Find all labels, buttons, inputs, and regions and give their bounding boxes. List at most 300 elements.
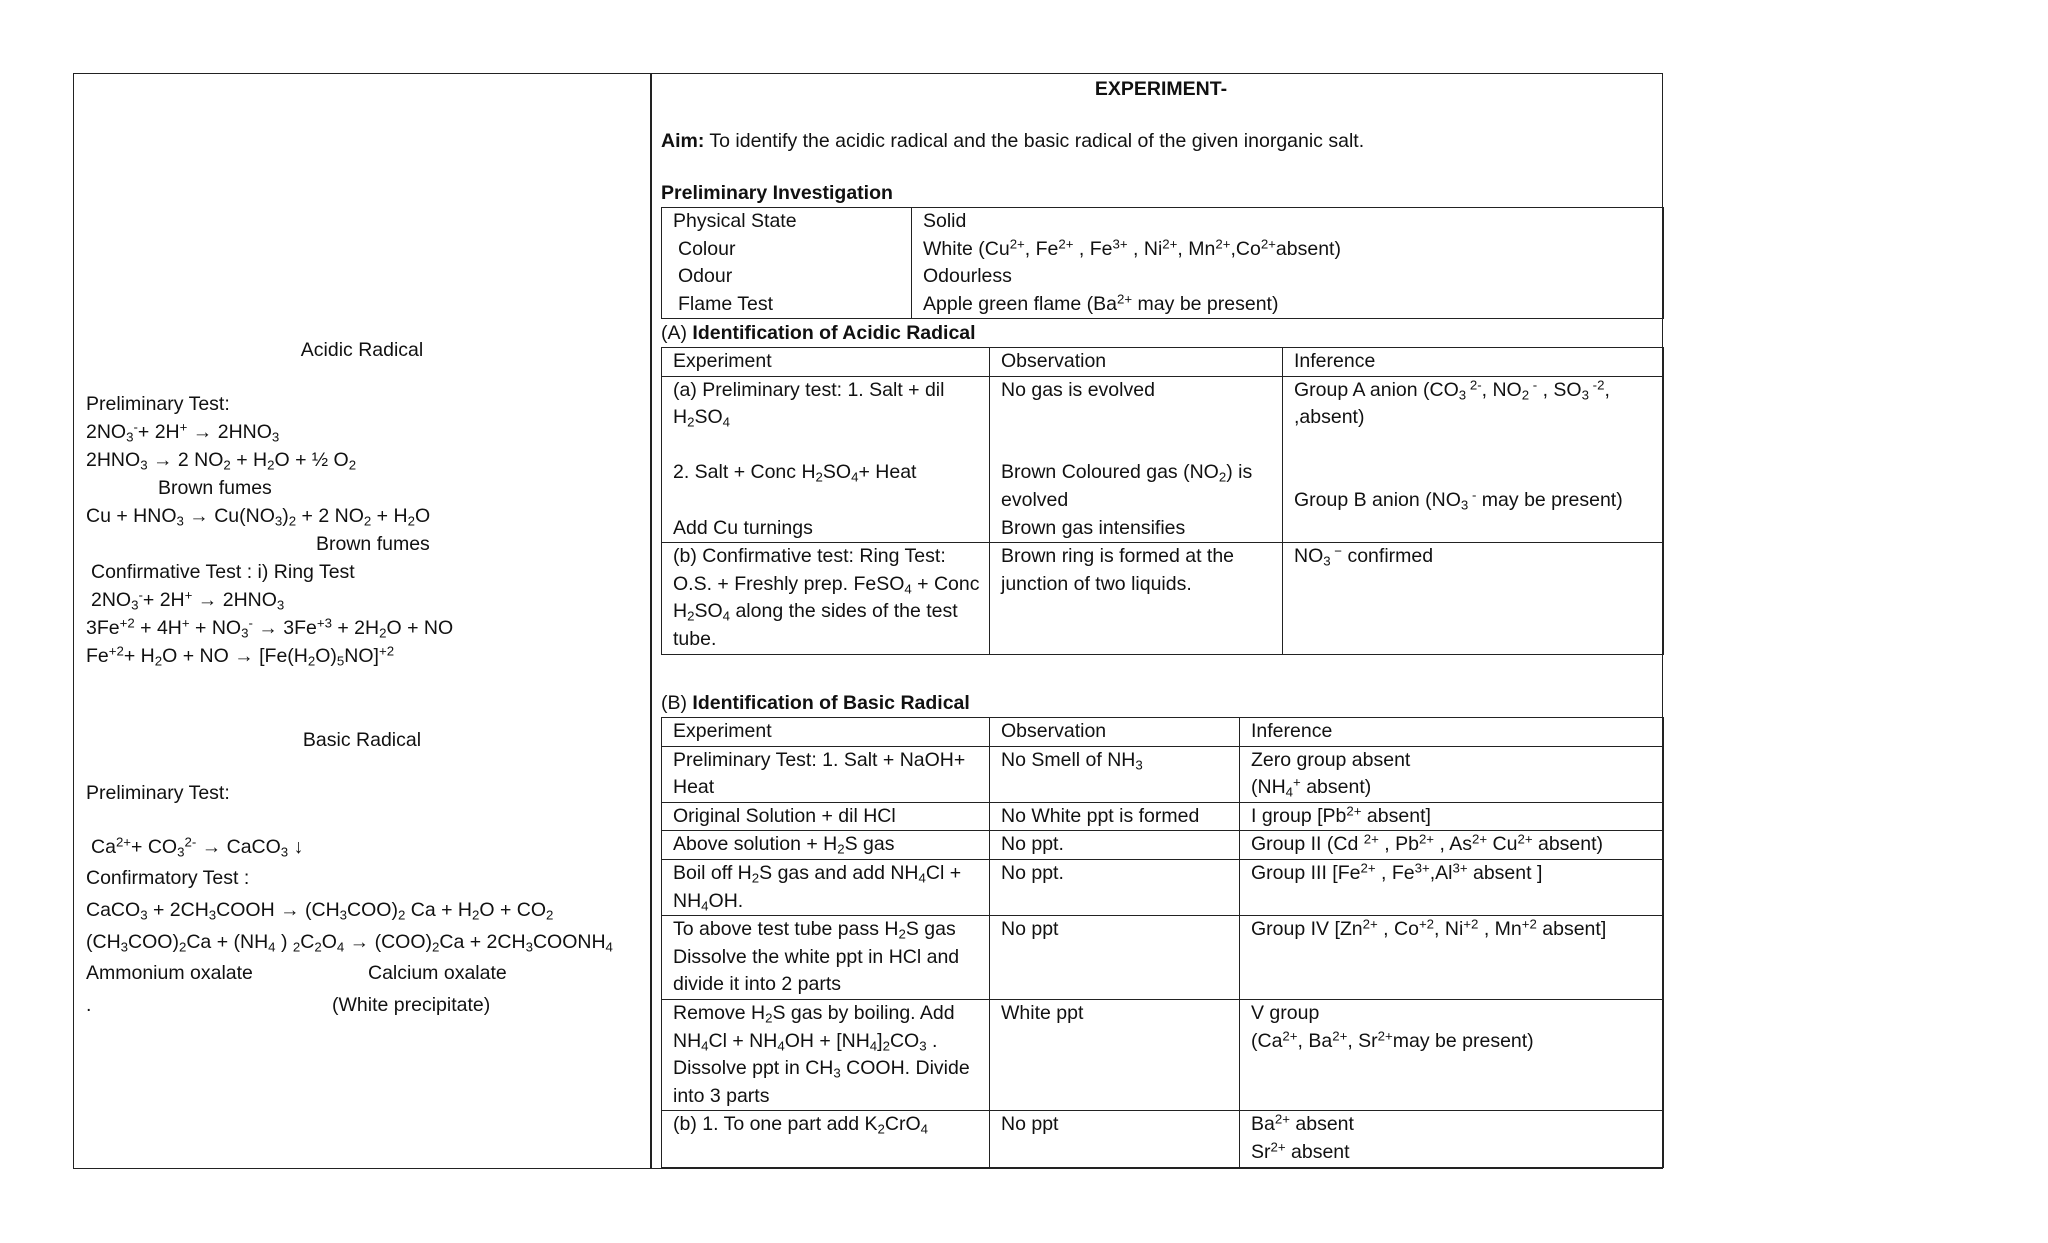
sub: 4 bbox=[777, 1037, 785, 1053]
text-part: , Ba bbox=[1297, 1029, 1333, 1052]
sub: 3 bbox=[833, 1065, 841, 1081]
sup: 2+ bbox=[1362, 916, 1378, 932]
sub: 2 bbox=[1521, 386, 1530, 402]
sup: 2+ bbox=[1346, 803, 1362, 819]
text-part: CrO bbox=[884, 1113, 921, 1136]
sub: 3 bbox=[1581, 386, 1589, 402]
sub: 4 bbox=[920, 1121, 929, 1137]
sub: 2 bbox=[837, 841, 845, 857]
spacer bbox=[1294, 459, 1663, 487]
text-part: confirmed bbox=[1342, 545, 1434, 568]
eq-part: (CH bbox=[86, 931, 121, 953]
cell-text bbox=[1251, 1139, 1663, 1167]
text-part: S gas bbox=[844, 833, 895, 856]
eq-sub: 2 bbox=[288, 513, 297, 529]
text-part: NO bbox=[1294, 545, 1324, 568]
flame-test-key: Flame Test bbox=[678, 292, 774, 315]
eq-part: O + ½ O bbox=[274, 449, 349, 471]
eq-sup: +2 bbox=[378, 643, 395, 659]
sub: 3 bbox=[1460, 497, 1469, 513]
cell-text bbox=[673, 1000, 989, 1028]
text-part: , Mn bbox=[1478, 918, 1522, 941]
confirmatory-test-label: Confirmatory Test : bbox=[86, 867, 250, 889]
sup: + bbox=[1293, 774, 1301, 790]
eq-sup: + bbox=[179, 419, 188, 435]
eq-part: O + NO bbox=[386, 617, 454, 639]
text-part: OH + [NH bbox=[784, 1029, 870, 1052]
table-cell bbox=[1283, 543, 1664, 654]
basic-radical-heading: Basic Radical bbox=[302, 729, 422, 751]
sub: 4 bbox=[918, 870, 926, 886]
physical-state-value: Solid bbox=[923, 210, 967, 232]
cell-text: Add Cu turnings bbox=[673, 516, 813, 539]
text-part: Cl + bbox=[925, 861, 962, 884]
table-header-row bbox=[662, 718, 1664, 747]
sub: 2 bbox=[687, 608, 695, 624]
sub: 3 bbox=[1458, 386, 1467, 402]
sub: 2 bbox=[882, 1037, 890, 1053]
eq-sub: 3 bbox=[525, 939, 533, 955]
sub: 4 bbox=[701, 897, 709, 913]
cell-text: No White ppt is formed bbox=[1001, 804, 1200, 827]
sub: 3 bbox=[1323, 553, 1331, 569]
eq-sub: 2 bbox=[154, 653, 163, 669]
cell-text: (b) Confirmative test: Ring Test: bbox=[673, 545, 946, 568]
sup: 2+ bbox=[1517, 831, 1533, 847]
eq-part: Ca + 2CH bbox=[439, 931, 526, 953]
sup: 3+ bbox=[1112, 235, 1128, 251]
cell-text: Preliminary Test: 1. Salt + NaOH+ bbox=[673, 748, 966, 771]
eq-sub: 3 bbox=[140, 457, 148, 473]
text-part: , Mn bbox=[1177, 237, 1216, 260]
confirmative-ring-test-label: Confirmative Test : i) Ring Test bbox=[91, 561, 355, 583]
sup: - bbox=[1529, 376, 1538, 392]
eq-part: + CO bbox=[131, 836, 178, 858]
equation-1 bbox=[86, 419, 279, 447]
text-part: + Conc bbox=[911, 572, 980, 595]
text-part: Group II (Cd bbox=[1251, 833, 1364, 856]
eq-part: → 2 NO bbox=[147, 449, 224, 471]
dot-mark: . bbox=[86, 994, 92, 1016]
cell-text bbox=[673, 404, 989, 432]
eq-part: 2NO bbox=[86, 421, 127, 443]
table-cell bbox=[990, 999, 1240, 1110]
column-header-observation: Observation bbox=[990, 348, 1283, 377]
text-part: ] bbox=[877, 1029, 883, 1052]
text-part: Above solution + H bbox=[673, 833, 838, 856]
cell-text bbox=[673, 1111, 989, 1139]
cell-text: ,absent) bbox=[1294, 406, 1365, 429]
sup: 2+ bbox=[1282, 1027, 1298, 1043]
eq-sub: 2 bbox=[432, 939, 440, 955]
flame-test-value bbox=[923, 291, 1663, 319]
eq-sub: 3 bbox=[241, 625, 249, 641]
eq-sub: 2 bbox=[363, 513, 372, 529]
eq-sup: +3 bbox=[316, 615, 332, 631]
eq-part: Ca + (NH bbox=[186, 931, 269, 953]
eq-sub: 2 bbox=[267, 457, 275, 473]
text-part: SO bbox=[694, 406, 723, 429]
text-part: O.S. + Freshly prep. FeSO bbox=[673, 572, 905, 595]
sub: 4 bbox=[1285, 784, 1294, 800]
text-part: NH bbox=[673, 889, 702, 912]
text-part: ,Co bbox=[1230, 237, 1261, 260]
text-part: may be present) bbox=[1132, 292, 1279, 315]
eq-sub: 3 bbox=[339, 907, 348, 923]
eq-sub: 3 bbox=[271, 429, 280, 445]
eq-part: ↓ bbox=[288, 836, 304, 858]
text-part: (b) 1. To one part add K bbox=[673, 1113, 878, 1136]
basic-identification-heading bbox=[661, 690, 970, 718]
equation-2 bbox=[86, 447, 356, 475]
column-header-observation: Observation bbox=[990, 718, 1240, 747]
cell-text bbox=[1251, 803, 1663, 831]
text-part: absent] bbox=[1361, 804, 1431, 827]
spacer bbox=[673, 432, 989, 460]
text-part: NH bbox=[673, 1029, 702, 1052]
cell-text: Original Solution + dil HCl bbox=[673, 804, 896, 827]
table-cell bbox=[1240, 831, 1664, 860]
equation-6 bbox=[86, 643, 394, 671]
text-part: Group III [Fe bbox=[1251, 861, 1361, 884]
table-cell bbox=[662, 802, 990, 831]
acidic-preliminary-label: Preliminary Test: bbox=[86, 393, 230, 415]
sup: 2+ bbox=[1215, 235, 1231, 251]
basic-preliminary-label: Preliminary Test: bbox=[86, 782, 230, 804]
text-part: Dissolve ppt in CH bbox=[673, 1057, 834, 1080]
preliminary-investigation-heading: Preliminary Investigation bbox=[661, 182, 893, 204]
table-cell bbox=[662, 543, 990, 654]
eq-sup: 2+ bbox=[115, 834, 132, 850]
eq-part: O bbox=[414, 505, 431, 527]
table-cell bbox=[990, 802, 1240, 831]
table-row bbox=[662, 746, 1664, 802]
text-part: , Ni bbox=[1127, 237, 1163, 260]
text-part: ,Al bbox=[1429, 861, 1453, 884]
table-cell bbox=[990, 916, 1240, 1000]
cell-text: Heat bbox=[673, 776, 715, 799]
physical-state-key: Physical State bbox=[673, 210, 797, 232]
table-cell bbox=[662, 746, 990, 802]
eq-sub: 3 bbox=[120, 939, 129, 955]
cell-text: No gas is evolved bbox=[1001, 378, 1155, 401]
acidic-identification-heading bbox=[661, 320, 976, 348]
eq-part: + 2H bbox=[137, 421, 180, 443]
text-part: Apple green flame (Ba bbox=[923, 292, 1118, 315]
text-part: No Smell of NH bbox=[1001, 748, 1136, 771]
text-part: 2. Salt + Conc H bbox=[673, 461, 816, 484]
table-row bbox=[662, 859, 1664, 915]
sub: 4 bbox=[851, 469, 859, 485]
sup: +2 bbox=[1418, 916, 1435, 932]
heading-text: Identification of Acidic Radical bbox=[692, 322, 976, 344]
eq-sub: 2 bbox=[292, 939, 301, 955]
table-cell bbox=[990, 1111, 1240, 1167]
table-row bbox=[662, 999, 1664, 1110]
table-cell bbox=[1240, 746, 1664, 802]
text-part: Brown Coloured gas (NO bbox=[1001, 461, 1219, 484]
text-part: S gas bbox=[905, 918, 956, 941]
eq-sub: 2 bbox=[546, 907, 554, 923]
eq-sub: 2 bbox=[307, 653, 316, 669]
cell-text bbox=[1294, 487, 1663, 515]
sup: 2+ bbox=[1471, 831, 1488, 847]
column-header-inference: Inference bbox=[1283, 348, 1664, 377]
table-cell bbox=[990, 543, 1283, 654]
cell-text: Dissolve the white ppt in HCl and bbox=[673, 945, 960, 968]
cell-text: Zero group absent bbox=[1251, 748, 1411, 771]
equation-5 bbox=[86, 615, 453, 643]
heading-prefix: (B) bbox=[661, 692, 693, 714]
text-part: , Ni bbox=[1434, 918, 1464, 941]
text-part: , Fe bbox=[1375, 861, 1415, 884]
cell-text bbox=[673, 598, 989, 626]
table-cell bbox=[662, 859, 990, 915]
text-part: absent) bbox=[1532, 833, 1604, 856]
text-part: , As bbox=[1434, 833, 1472, 856]
sub: 4 bbox=[722, 608, 731, 624]
table-cell bbox=[662, 999, 990, 1110]
text-part: COOH. Divide bbox=[840, 1057, 970, 1080]
aim-text: To identify the acidic radical and the basic radical of the given inorganic salt. bbox=[704, 130, 1365, 152]
eq-part: Ca bbox=[91, 836, 116, 858]
text-part: Remove H bbox=[673, 1001, 766, 1024]
eq-sub: 3 bbox=[280, 844, 289, 860]
acidic-radical-table bbox=[661, 347, 1664, 655]
equation-7 bbox=[91, 834, 303, 862]
heading-text: Identification of Basic Radical bbox=[692, 692, 970, 714]
eq-part: + 4H bbox=[134, 617, 182, 639]
eq-part: Cu + HNO bbox=[86, 505, 177, 527]
table-cell bbox=[662, 1111, 990, 1167]
sub: 4 bbox=[904, 581, 912, 597]
eq-sub: 3 bbox=[276, 597, 285, 613]
text-part: . bbox=[926, 1029, 938, 1052]
table-cell bbox=[662, 916, 990, 1000]
eq-sub: 2 bbox=[314, 939, 322, 955]
equation-3 bbox=[86, 503, 430, 531]
text-part: , Pb bbox=[1378, 833, 1419, 856]
eq-sub: 3 bbox=[176, 513, 184, 529]
cell-text: (a) Preliminary test: 1. Salt + dil bbox=[673, 378, 945, 401]
text-part: absent] bbox=[1536, 918, 1607, 941]
eq-part: COO) bbox=[128, 931, 179, 953]
text-part: Group IV [Zn bbox=[1251, 918, 1363, 941]
cell-text: evolved bbox=[1001, 488, 1069, 511]
cell-text bbox=[1001, 459, 1282, 487]
sup: +2 bbox=[1521, 916, 1537, 932]
eq-sub: 2 bbox=[379, 625, 387, 641]
cell-text: into 3 parts bbox=[673, 1084, 770, 1107]
table-cell bbox=[1240, 1111, 1664, 1167]
sub: 4 bbox=[722, 414, 731, 430]
cell-text bbox=[1251, 1111, 1663, 1139]
text-part: absent) bbox=[1300, 776, 1372, 799]
eq-part: + H bbox=[230, 449, 268, 471]
eq-part: 2HNO bbox=[86, 449, 141, 471]
text-part: (Ca bbox=[1251, 1029, 1283, 1052]
aim-line bbox=[661, 128, 1364, 156]
eq-part: O) bbox=[315, 645, 337, 667]
white-precipitate-label: (White precipitate) bbox=[332, 994, 491, 1016]
eq-sub: 2 bbox=[397, 907, 406, 923]
cell-text: Brown ring is formed at the bbox=[1001, 545, 1235, 568]
sup: 2+ bbox=[1363, 831, 1379, 847]
spacer bbox=[1001, 432, 1282, 460]
text-part: SO bbox=[694, 600, 723, 623]
text-part: , NO bbox=[1481, 378, 1522, 401]
eq-sub: 4 bbox=[605, 939, 613, 955]
cell-text bbox=[1251, 1028, 1663, 1056]
text-part: S gas and add NH bbox=[759, 861, 919, 884]
cell-text bbox=[1294, 543, 1663, 571]
odour-key: Odour bbox=[678, 265, 733, 288]
cell-text bbox=[1251, 831, 1663, 859]
sup: 2- bbox=[1466, 376, 1482, 392]
table-row bbox=[662, 376, 1664, 543]
eq-sub: 2 bbox=[223, 457, 231, 473]
sup: +2 bbox=[1463, 916, 1479, 932]
colour-key: Colour bbox=[678, 237, 736, 260]
table-cell bbox=[990, 831, 1240, 860]
eq-part: + 2H bbox=[142, 589, 185, 611]
cell-text: No ppt. bbox=[1001, 861, 1064, 884]
text-part: , bbox=[1604, 378, 1610, 401]
eq-part: ) bbox=[275, 931, 293, 953]
text-part: CO bbox=[889, 1029, 920, 1052]
table-cell bbox=[1283, 376, 1664, 543]
eq-part: → 2HNO bbox=[187, 421, 272, 443]
eq-part: 2NO bbox=[91, 589, 132, 611]
eq-sub: 3 bbox=[140, 907, 148, 923]
sup: 2+ bbox=[1270, 1139, 1286, 1155]
table-cell bbox=[662, 376, 990, 543]
eq-part: + 2H bbox=[331, 617, 380, 639]
eq-part: → Cu(NO bbox=[183, 505, 275, 527]
cell-text bbox=[673, 916, 989, 944]
cell-text bbox=[673, 888, 989, 916]
text-part: , SO bbox=[1537, 378, 1582, 401]
text-part: Cl + NH bbox=[708, 1029, 778, 1052]
cell-text: Brown gas intensifies bbox=[1001, 516, 1186, 539]
sub: 3 bbox=[1135, 756, 1143, 772]
cell-text: divide it into 2 parts bbox=[673, 973, 842, 996]
table-cell bbox=[912, 208, 1664, 319]
eq-part: + NO bbox=[189, 617, 242, 639]
text-part: absent bbox=[1285, 1140, 1350, 1163]
sub: 2 bbox=[1218, 469, 1227, 485]
eq-part: + H bbox=[123, 645, 155, 667]
preliminary-investigation-table bbox=[661, 207, 1664, 319]
calcium-oxalate-label: Calcium oxalate bbox=[368, 962, 507, 984]
text-part: Cu bbox=[1487, 833, 1518, 856]
eq-sub: 2 bbox=[407, 513, 415, 529]
column-header-experiment: Experiment bbox=[662, 348, 990, 377]
eq-sub: 3 bbox=[131, 597, 139, 613]
column-header-experiment: Experiment bbox=[662, 718, 990, 747]
table-cell bbox=[990, 859, 1240, 915]
text-part: , Co bbox=[1377, 918, 1419, 941]
eq-part: → CaCO bbox=[196, 836, 281, 858]
ammonium-oxalate-label: Ammonium oxalate bbox=[86, 962, 253, 984]
eq-part: → (COO) bbox=[344, 931, 433, 953]
sup: - bbox=[1468, 487, 1477, 503]
sup: 3+ bbox=[1452, 860, 1468, 876]
sup: 2+ bbox=[1418, 831, 1435, 847]
eq-sub: 5 bbox=[336, 653, 345, 669]
eq-part: ) bbox=[282, 505, 289, 527]
cell-text bbox=[673, 1055, 989, 1083]
sup: 2+ bbox=[1332, 1027, 1348, 1043]
table-row bbox=[662, 543, 1664, 654]
equation-8 bbox=[86, 897, 553, 925]
eq-part: COOH → (CH bbox=[216, 899, 340, 921]
eq-part: 3Fe bbox=[86, 617, 120, 639]
text-part: along the sides of the test bbox=[730, 600, 958, 623]
table-row bbox=[662, 802, 1664, 831]
eq-sup: - bbox=[133, 419, 138, 435]
eq-sub: 4 bbox=[268, 939, 276, 955]
eq-part: → 3Fe bbox=[252, 617, 317, 639]
cell-text: tube. bbox=[673, 627, 717, 650]
eq-part: + H bbox=[371, 505, 408, 527]
eq-part: Fe bbox=[86, 645, 109, 667]
table-row bbox=[662, 208, 1664, 319]
column-header-inference: Inference bbox=[1240, 718, 1664, 747]
cell-text: White ppt bbox=[1001, 1001, 1084, 1024]
text-part: White (Cu bbox=[923, 237, 1010, 260]
cell-text: No ppt bbox=[1001, 1113, 1059, 1136]
sub: 2 bbox=[898, 926, 906, 942]
table-row bbox=[662, 916, 1664, 1000]
eq-sub: 4 bbox=[336, 939, 345, 955]
table-cell bbox=[1240, 802, 1664, 831]
spacer bbox=[1001, 404, 1282, 432]
sub: 4 bbox=[701, 1037, 709, 1053]
cell-text bbox=[1251, 860, 1663, 888]
eq-sup: 2- bbox=[184, 834, 197, 850]
table-row bbox=[662, 1111, 1664, 1167]
sup: 2+ bbox=[1260, 235, 1276, 251]
sub: 2 bbox=[877, 1121, 885, 1137]
table-cell bbox=[662, 208, 912, 319]
spacer bbox=[1294, 432, 1663, 460]
cell-text bbox=[1251, 774, 1663, 802]
text-part: , Sr bbox=[1347, 1029, 1378, 1052]
eq-part: C bbox=[300, 931, 315, 953]
sup: 2+ bbox=[1058, 235, 1074, 251]
cell-text bbox=[673, 860, 989, 888]
equation-9 bbox=[86, 929, 613, 957]
text-part: S gas by boiling. Add bbox=[772, 1001, 955, 1024]
cell-text bbox=[673, 831, 989, 859]
cell-text: V group bbox=[1251, 1001, 1320, 1024]
eq-sub: 3 bbox=[126, 429, 134, 445]
eq-sup: + bbox=[181, 615, 190, 631]
text-part: I group [Pb bbox=[1251, 804, 1347, 827]
eq-part: O + NO → [Fe(H bbox=[162, 645, 308, 667]
eq-part: + 2 NO bbox=[296, 505, 364, 527]
eq-part: → 2HNO bbox=[192, 589, 277, 611]
eq-sup: + bbox=[184, 587, 193, 603]
sub: 2 bbox=[687, 414, 695, 430]
eq-sup: +2 bbox=[119, 615, 135, 631]
sub: 2 bbox=[815, 469, 823, 485]
eq-part: NO] bbox=[344, 645, 379, 667]
heading-prefix: (A) bbox=[661, 322, 693, 344]
table-cell bbox=[1240, 859, 1664, 915]
sub: 3 bbox=[919, 1037, 927, 1053]
